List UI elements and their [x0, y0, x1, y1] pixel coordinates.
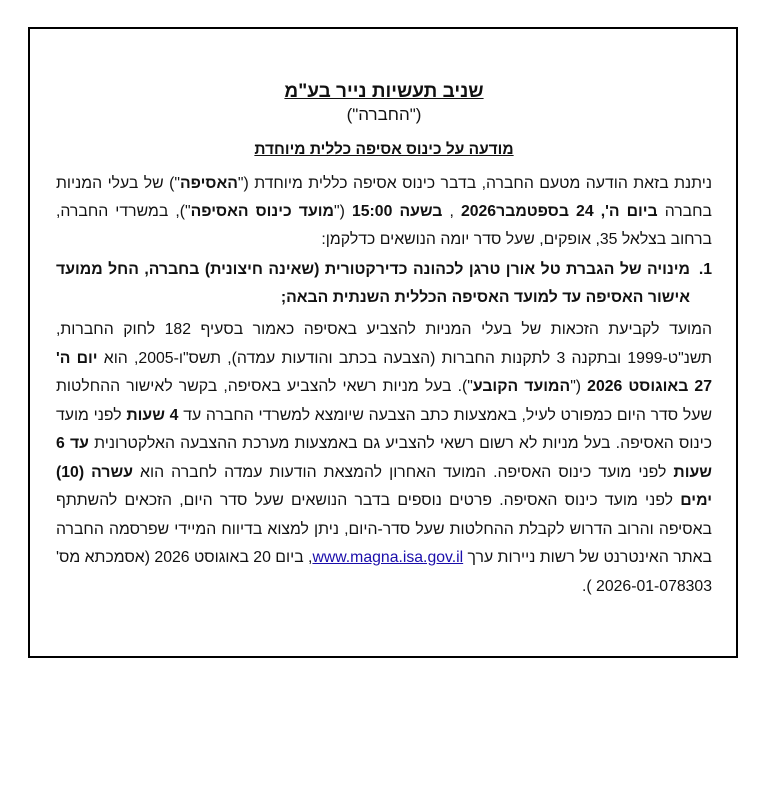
agenda-item-text: מינויה של הגברת טל אורן טרגן לכהונה כדירקטורית (שאינה חיצונית) בחברה, החל ממועד אישור האסיפה עד למועד האסיפה הכללית השנתית הבאה; [56, 261, 690, 306]
record-date: יום ה' 27 באוגוסט 2026 [56, 349, 712, 395]
company-alias: ("החברה") [346, 105, 422, 124]
company-name: שניב תעשיות נייר בע"מ [284, 81, 484, 102]
details-bold-term: המועד הקובע [472, 378, 571, 395]
intro-text: ניתנת בזאת הודעה מטעם החברה, בדבר כינוס אסיפה כללית מיוחדת (" [237, 175, 713, 192]
details-bold-term: עשרה (10) ימים [56, 463, 712, 509]
magna-link[interactable]: www.magna.isa.gov.il [312, 549, 464, 566]
details-text: "). בעל מניות רשאי להצביע באסיפה, בקשר לאישור ההחלטות שעל סדר היום כמפורט לעיל, באמצעות כתב הצבעה שיומצא למשרדי החברה עד [56, 378, 712, 424]
intro-bold-term: האסיפה [180, 175, 238, 192]
details-text: המועד לקביעת הזכאות של בעלי המניות להצביע באסיפה כאמור בסעיף 182 לחוק החברות, תשנ"ט-1999 ובתקנה 3 לתקנות החברות (הצבעה בכתב והודעות עמדה), תשס"ו-2005, הוא [56, 321, 712, 367]
agenda-item-number: 1. [698, 261, 712, 278]
intro-bold-term: מועד כינוס האסיפה [190, 203, 334, 220]
details-bold-term: עד 6 שעות [56, 435, 712, 481]
agenda-item [56, 256, 712, 312]
meeting-date: ביום ה', 24 בספטמבר2026 [460, 203, 658, 220]
intro-text: "), במשרדי החברה, ברחוב בצלאל 35, אופקים, שעל סדר יומה הנושאים כדלקמן: [56, 203, 712, 248]
details-text: לפני מועד כינוס האסיפה. בעל מניות לא רשום רשאי להצביע גם באמצעות מערכת ההצבעה האלקטרונית [56, 406, 712, 452]
details-bold-term: 4 שעות [126, 406, 179, 424]
details-text: , ביום 20 באוגוסט 2026 (אסמכתא מס' 2026-01-078303 ). [56, 549, 712, 595]
details-paragraph [56, 316, 712, 601]
details-text: לפני מועד כינוס האסיפה. המועד האחרון להמצאת הודעות עמדה לחברה הוא [132, 463, 674, 481]
intro-text: ") של בעלי המניות בחברה [56, 175, 712, 220]
notice-content [56, 80, 712, 601]
meeting-time: בשעה 15:00 [351, 203, 443, 220]
intro-paragraph [56, 170, 712, 254]
intro-text: (" [334, 203, 352, 220]
details-text: (" [570, 378, 588, 395]
details-text: לפני מועד כינוס האסיפה. פרטים נוספים בדבר הנושאים שעל סדר היום, הזכאים להשתתף באסיפה והרוב הדרוש לקבלת ההחלטות שעל סדר-היום, ניתן למצוא בדיווח המיידי שפרסמה החברה באתר האינטרנט של רשות ניירות ערך [56, 492, 712, 566]
notice-heading: מודעה על כינוס אסיפה כללית מיוחדת [254, 141, 514, 158]
intro-text: , [442, 203, 461, 220]
